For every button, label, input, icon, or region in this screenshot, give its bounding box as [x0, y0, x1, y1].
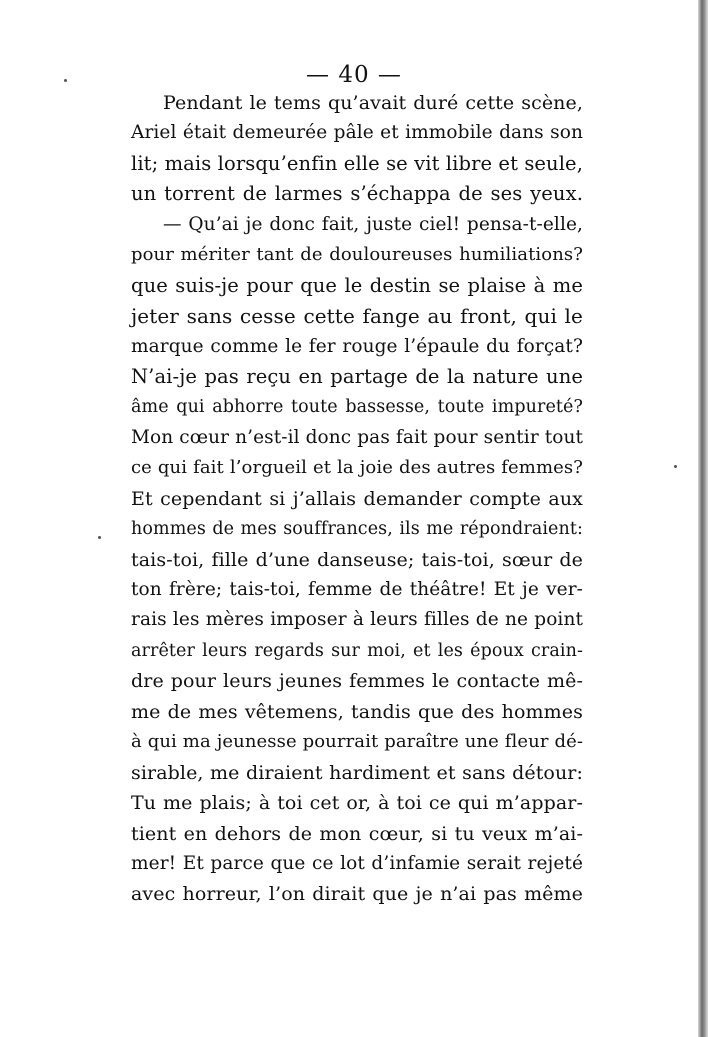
- text-line: Ariel était demeurée pâle et immobile dans son: [131, 122, 583, 144]
- page-number: — 40 —: [306, 62, 402, 88]
- text-line: ton frère; tais-toi, femme de théâtre! Et je ver-: [131, 579, 583, 600]
- text-line: tais-toi, fille d’une danseuse; tais-toi, sœur de: [131, 548, 583, 571]
- text-line: Tu me plais; à toi cet or, à toi ce qui m’appar-: [131, 792, 583, 815]
- text-line: ce qui fait l’orgueil et la joie des autres femmes?: [131, 457, 583, 479]
- text-line: âme qui abhorre toute bassesse, toute impureté?: [131, 397, 583, 418]
- text-line: arrêter leurs regards sur moi, et les époux crain-: [131, 640, 583, 661]
- text-line: sirable, me diraient hardiment et sans détour:: [131, 761, 583, 784]
- body-text: [131, 88, 583, 910]
- print-speck: [674, 465, 677, 468]
- text-line: N’ai-je pas reçu en partage de la nature une: [131, 364, 583, 388]
- text-line: jeter sans cesse cette fange au front, qui le: [131, 304, 583, 329]
- text-line: lit; mais lorsqu’enfin elle se vit libre et seule,: [131, 151, 583, 175]
- text-line: dre pour leurs jeunes femmes le contacte mê-: [131, 670, 583, 693]
- page-edge-shadow: [698, 0, 708, 1037]
- text-line: Et cependant si j’allais demander compte aux: [131, 487, 583, 510]
- text-line: pour mériter tant de douloureuses humiliations?: [131, 244, 583, 266]
- text-line: Pendant le tems qu’avait duré cette scène,: [163, 92, 583, 114]
- text-line: mer! Et parce que ce lot d’infamie serait rejeté: [131, 852, 583, 874]
- text-line: avec horreur, l’on dirait que je n’ai pas même: [131, 883, 583, 906]
- text-line: un torrent de larmes s’échappa de ses yeux.: [131, 182, 583, 206]
- text-line: marque comme le fer rouge l’épaule du forçat?: [131, 335, 583, 357]
- text-line: hommes de mes souffrances, ils me répondraient:: [131, 519, 583, 540]
- text-line: que suis-je pour que le destin se plaise à me: [131, 273, 583, 297]
- text-line: Mon cœur n’est-il donc pas fait pour sentir tout: [131, 426, 584, 448]
- text-line: rais les mères imposer à leurs filles de ne point: [131, 609, 583, 631]
- text-line: tient en dehors de mon cœur, si tu veux m’ai-: [131, 822, 583, 845]
- print-speck: [98, 536, 101, 539]
- text-line: me de mes vêtemens, tandis que des hommes: [131, 700, 583, 723]
- text-line: — Qu’ai je donc fait, juste ciel! pensa-t-elle,: [163, 213, 583, 235]
- text-line: à qui ma jeunesse pourrait paraître une fleur dé-: [131, 731, 583, 753]
